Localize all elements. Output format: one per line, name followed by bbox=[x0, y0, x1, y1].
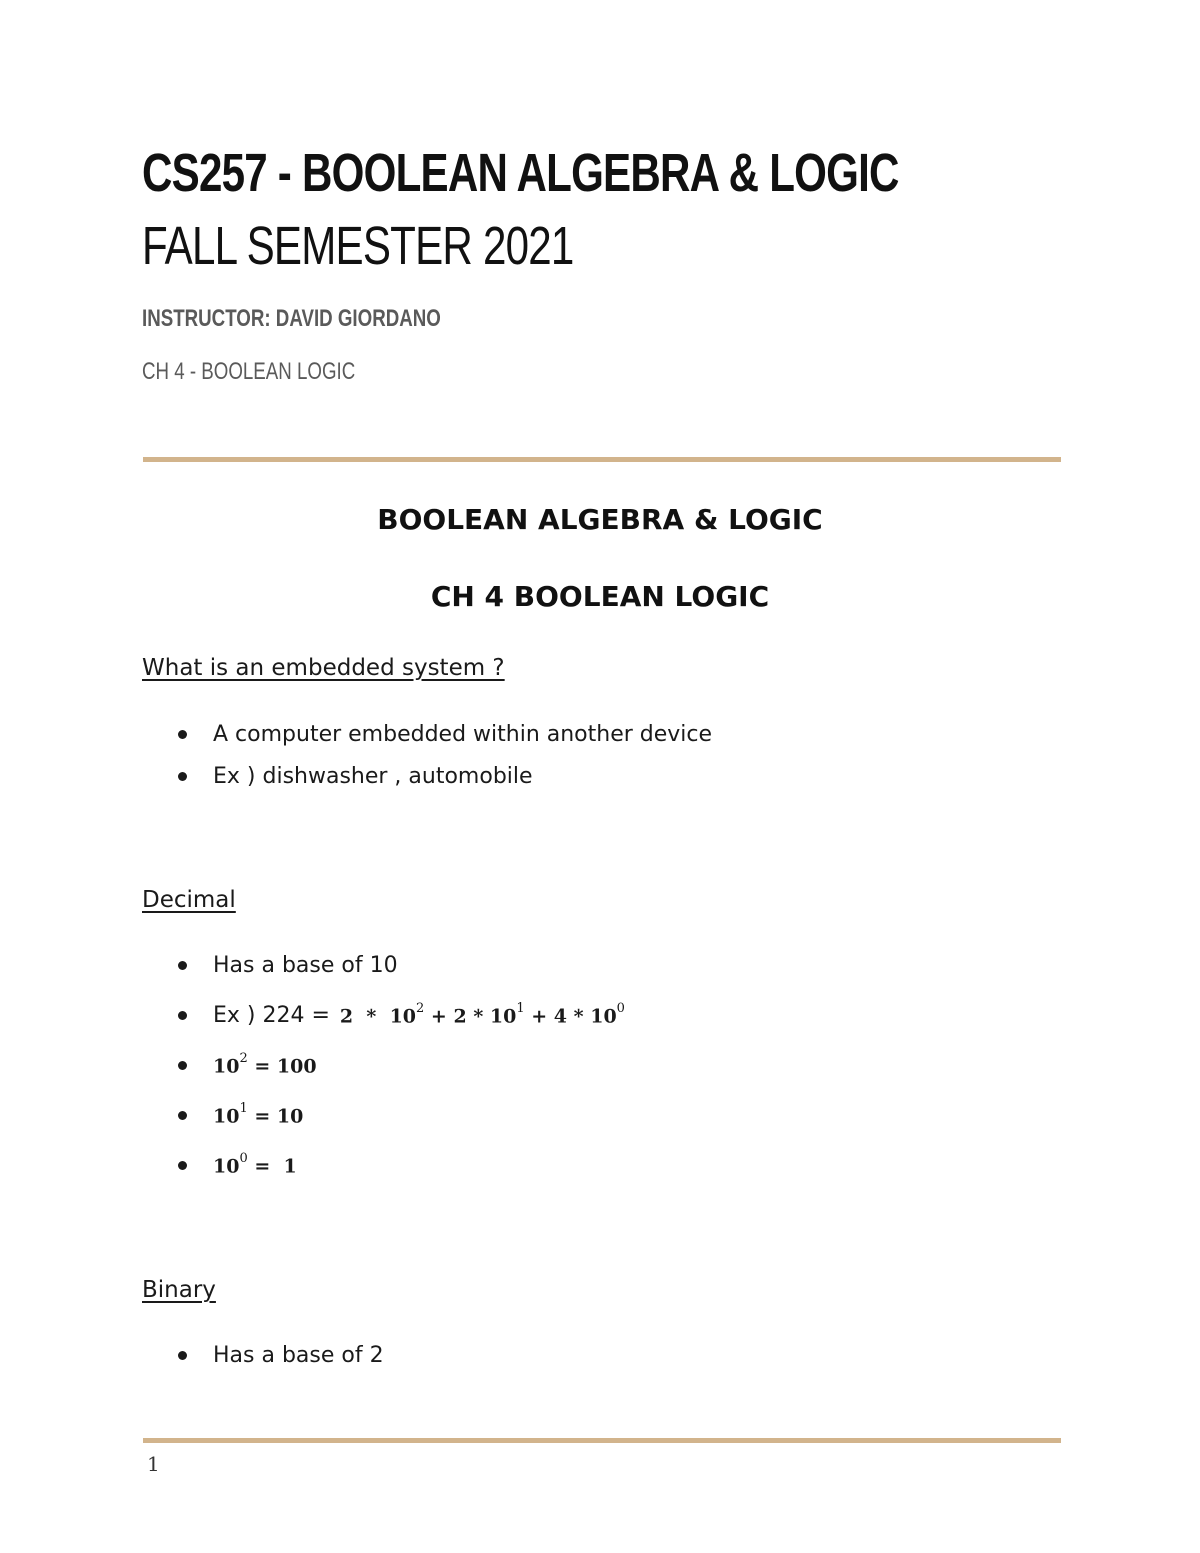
math-base: 10 bbox=[213, 1155, 240, 1178]
math-result: 100 bbox=[276, 1055, 317, 1078]
list-item-text: Has a base of 10 bbox=[213, 953, 398, 978]
math-plus: + bbox=[430, 1005, 447, 1028]
math-base: 10 bbox=[213, 1055, 240, 1078]
decimal-heading: Decimal bbox=[142, 887, 236, 913]
list-item bbox=[178, 1343, 384, 1368]
math-exponent: 0 bbox=[616, 1000, 625, 1016]
bullet-icon bbox=[178, 961, 187, 970]
power-equation bbox=[213, 1051, 317, 1078]
top-divider bbox=[143, 457, 1061, 462]
bullet-icon bbox=[178, 772, 187, 781]
math-times: * bbox=[473, 1005, 484, 1028]
list-item bbox=[178, 1101, 304, 1128]
list-item-text: Ex ) dishwasher , automobile bbox=[213, 764, 533, 789]
math-base: 10 bbox=[389, 1005, 417, 1028]
list-item bbox=[178, 1051, 317, 1078]
section-heading-main: BOOLEAN ALGEBRA & LOGIC bbox=[377, 503, 823, 536]
bullet-icon bbox=[178, 1011, 187, 1020]
math-exponent: 2 bbox=[416, 1000, 425, 1016]
list-item bbox=[178, 1151, 297, 1178]
math-times: * bbox=[573, 1005, 584, 1028]
power-equation bbox=[213, 1101, 304, 1128]
embedded-system-heading: What is an embedded system ? bbox=[142, 655, 505, 681]
section-heading-chapter: CH 4 BOOLEAN LOGIC bbox=[430, 580, 770, 613]
instructor-line: INSTRUCTOR: DAVID GIORDANO bbox=[142, 305, 441, 332]
math-coef: 2 bbox=[453, 1005, 467, 1028]
expansion-formula bbox=[339, 1000, 625, 1028]
list-item bbox=[178, 764, 533, 789]
math-result: 1 bbox=[283, 1155, 297, 1178]
math-coef: 4 bbox=[553, 1005, 568, 1028]
math-coef: 2 bbox=[339, 1005, 354, 1028]
bottom-divider bbox=[143, 1438, 1061, 1443]
power-equation bbox=[213, 1151, 297, 1178]
document-title: CS257 - BOOLEAN ALGEBRA & LOGIC bbox=[142, 143, 899, 203]
semester-title: FALL SEMESTER 2021 bbox=[142, 216, 574, 276]
bullet-icon bbox=[178, 730, 187, 739]
list-item bbox=[178, 722, 712, 747]
list-item-text: Ex ) 224 = bbox=[213, 1003, 330, 1028]
math-plus: + bbox=[531, 1005, 548, 1028]
chapter-line: CH 4 - BOOLEAN LOGIC bbox=[142, 358, 356, 385]
math-base: 10 bbox=[590, 1005, 617, 1028]
bullet-icon bbox=[178, 1111, 187, 1120]
list-item-text: A computer embedded within another device bbox=[213, 722, 713, 747]
list-item-text: Has a base of 2 bbox=[213, 1343, 384, 1368]
math-exponent: 0 bbox=[239, 1151, 248, 1166]
list-item bbox=[178, 1000, 625, 1028]
math-exponent: 1 bbox=[239, 1101, 248, 1116]
bullet-icon bbox=[178, 1351, 187, 1360]
math-base: 10 bbox=[213, 1105, 240, 1128]
math-exponent: 2 bbox=[239, 1051, 248, 1066]
list-item bbox=[178, 953, 398, 978]
bullet-icon bbox=[178, 1161, 187, 1170]
bullet-icon bbox=[178, 1061, 187, 1070]
binary-heading: Binary bbox=[142, 1277, 216, 1303]
math-base: 10 bbox=[489, 1005, 517, 1028]
math-times: * bbox=[366, 1005, 377, 1028]
math-exponent: 1 bbox=[516, 1000, 525, 1016]
math-result: 10 bbox=[276, 1105, 304, 1128]
math-equals: = bbox=[254, 1105, 271, 1128]
math-equals: = bbox=[254, 1055, 271, 1078]
math-equals: = bbox=[254, 1155, 271, 1178]
page-number: 1 bbox=[147, 1452, 160, 1476]
